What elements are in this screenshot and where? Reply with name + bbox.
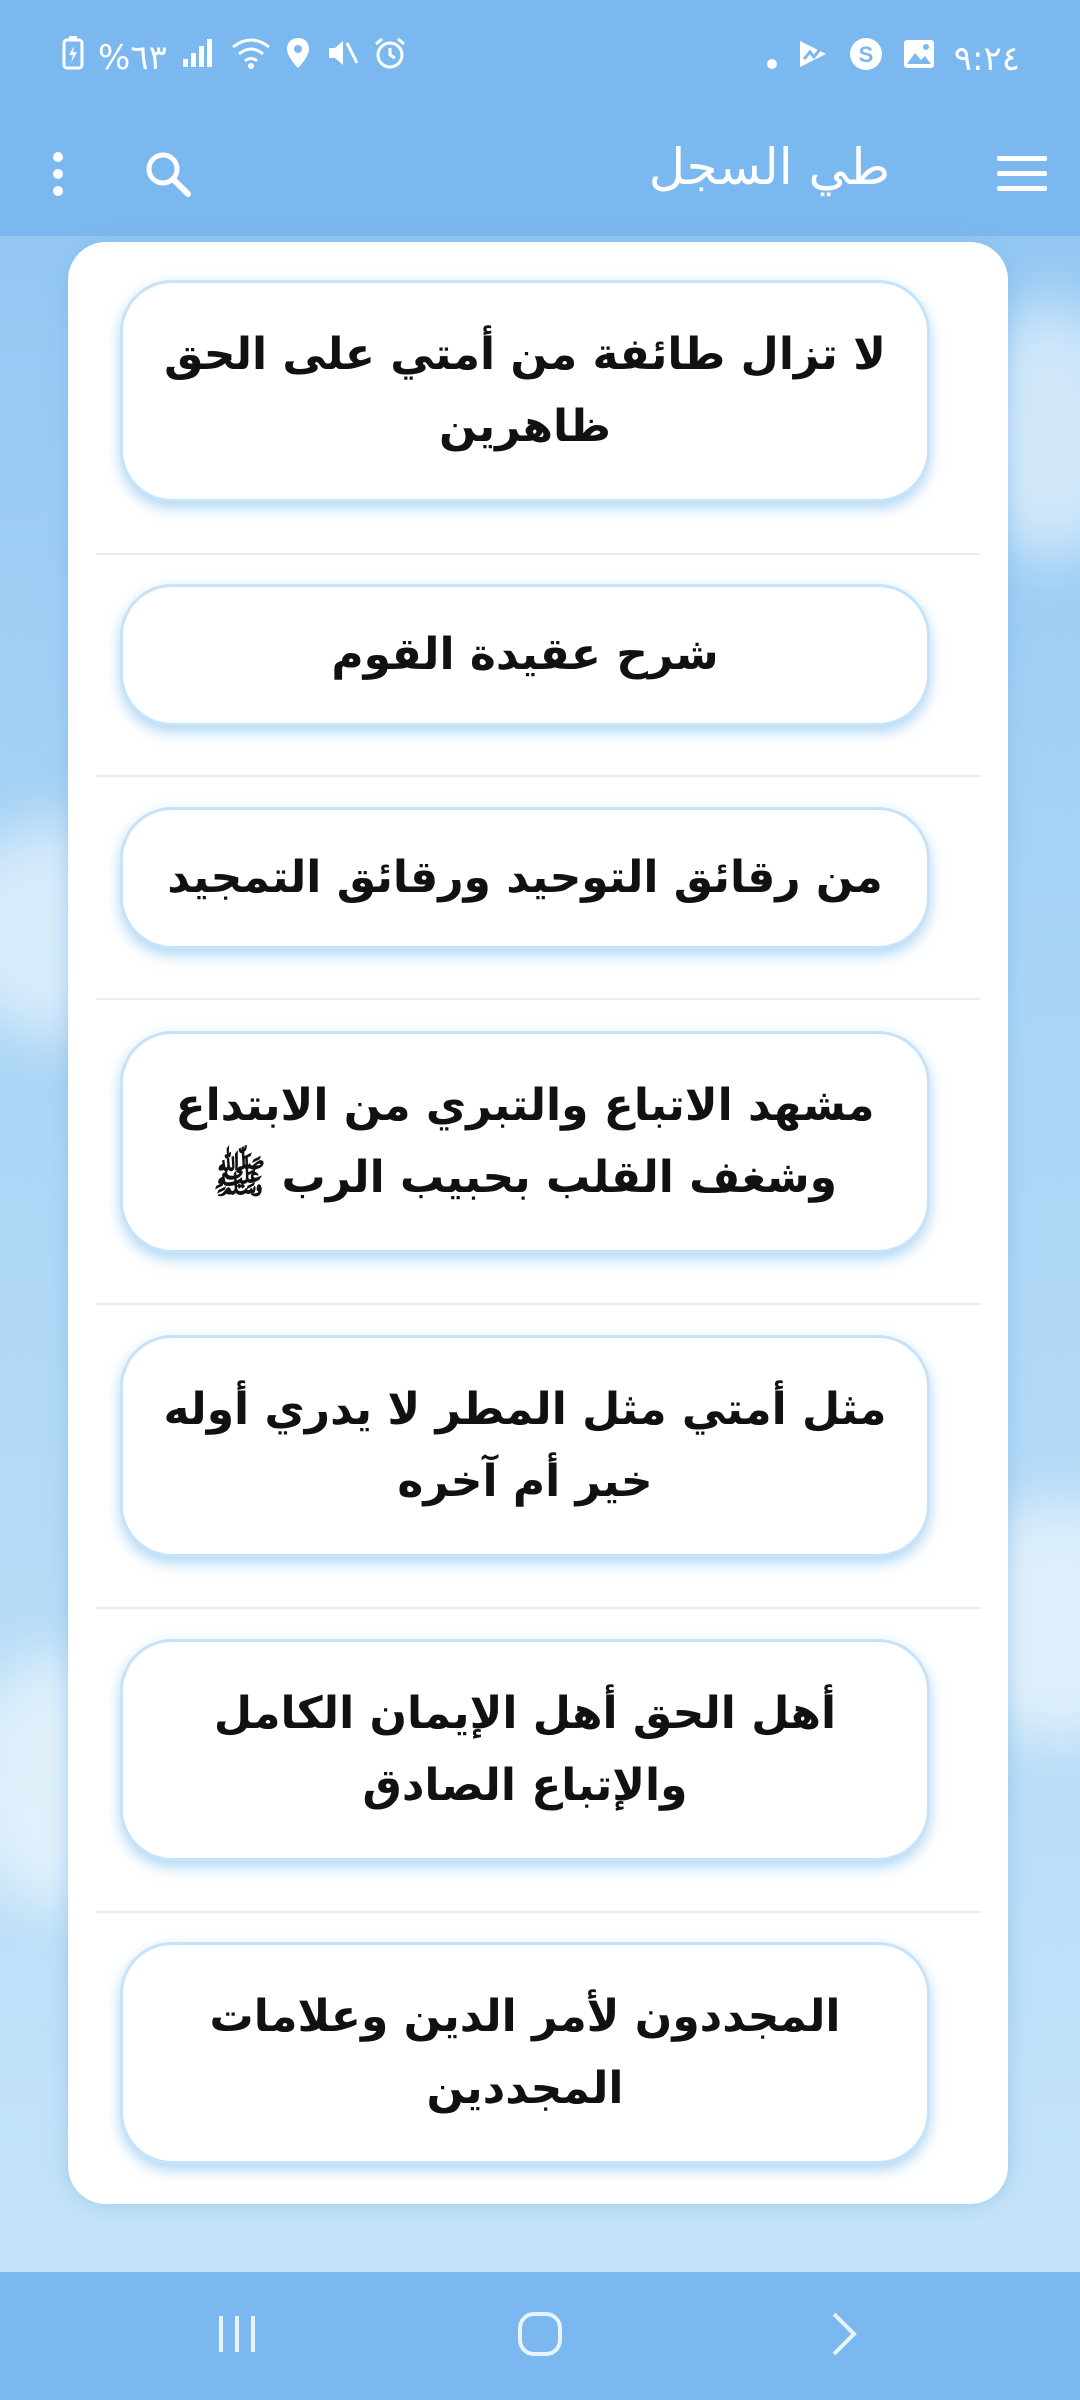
list-item[interactable] [120, 280, 930, 502]
divider [96, 1303, 980, 1305]
battery-percent: %٦٣ [98, 37, 167, 78]
status-bar [0, 0, 1080, 118]
divider [96, 775, 980, 777]
list-item-label: أهل الحق أهل الإيمان الكامل والإتباع الصادق [213, 1688, 837, 1811]
clock: ٩:٢٤ [953, 38, 1020, 79]
list-item[interactable] [120, 1639, 930, 1861]
recent-apps-icon [215, 2312, 259, 2360]
svg-text:S: S [858, 42, 874, 67]
list-item-label: مثل أمتي مثل المطر لا يدري أوله خير أم آخره [163, 1384, 887, 1507]
list-item[interactable] [120, 1942, 930, 2164]
status-left [62, 36, 407, 79]
list-item[interactable] [120, 807, 930, 949]
list-panel [68, 242, 1008, 2204]
list-item[interactable] [120, 1031, 930, 1253]
skype-icon [848, 36, 884, 81]
list-item-label: مشهد الاتباع والتبري من الابتداع وشغف القلب بحبيب الرب ﷺ [175, 1080, 875, 1203]
app-bar [0, 118, 1080, 236]
list-item-label: شرح عقيدة القوم [331, 629, 719, 680]
home-icon [516, 2310, 564, 2362]
list-item-label: لا تزال طائفة من أمتي على الحق ظاهرين [164, 329, 886, 452]
battery-icon [62, 36, 84, 79]
system-nav-bar [0, 2272, 1080, 2400]
page-title: طي السجل [648, 138, 890, 196]
list-item[interactable] [120, 1335, 930, 1557]
recent-apps-button[interactable] [192, 2300, 282, 2372]
gallery-icon [902, 38, 936, 79]
search-icon [142, 148, 194, 204]
mute-icon [325, 37, 359, 78]
status-right [766, 36, 1020, 81]
list-item[interactable] [120, 584, 930, 726]
home-button[interactable] [495, 2300, 585, 2372]
list-item-label: من رقائق التوحيد ورقائق التمجيد [167, 852, 883, 903]
search-button[interactable] [138, 146, 198, 206]
divider [96, 1607, 980, 1609]
signal-icon [181, 37, 217, 78]
menu-icon [995, 154, 1049, 198]
alarm-icon [373, 36, 407, 79]
play-store-icon [796, 37, 830, 80]
divider [96, 1911, 980, 1913]
back-button[interactable] [798, 2300, 888, 2372]
location-icon [285, 36, 311, 79]
dot-icon [766, 39, 778, 79]
list-item-label: المجددون لأمر الدين وعلامات المجددين [209, 1991, 841, 2114]
divider [96, 553, 980, 555]
more-options-button[interactable] [28, 146, 88, 206]
chevron-right-icon [826, 2310, 860, 2362]
wifi-icon [231, 37, 271, 78]
menu-button[interactable] [992, 146, 1052, 206]
divider [96, 998, 980, 1000]
more-vert-icon [50, 151, 66, 201]
